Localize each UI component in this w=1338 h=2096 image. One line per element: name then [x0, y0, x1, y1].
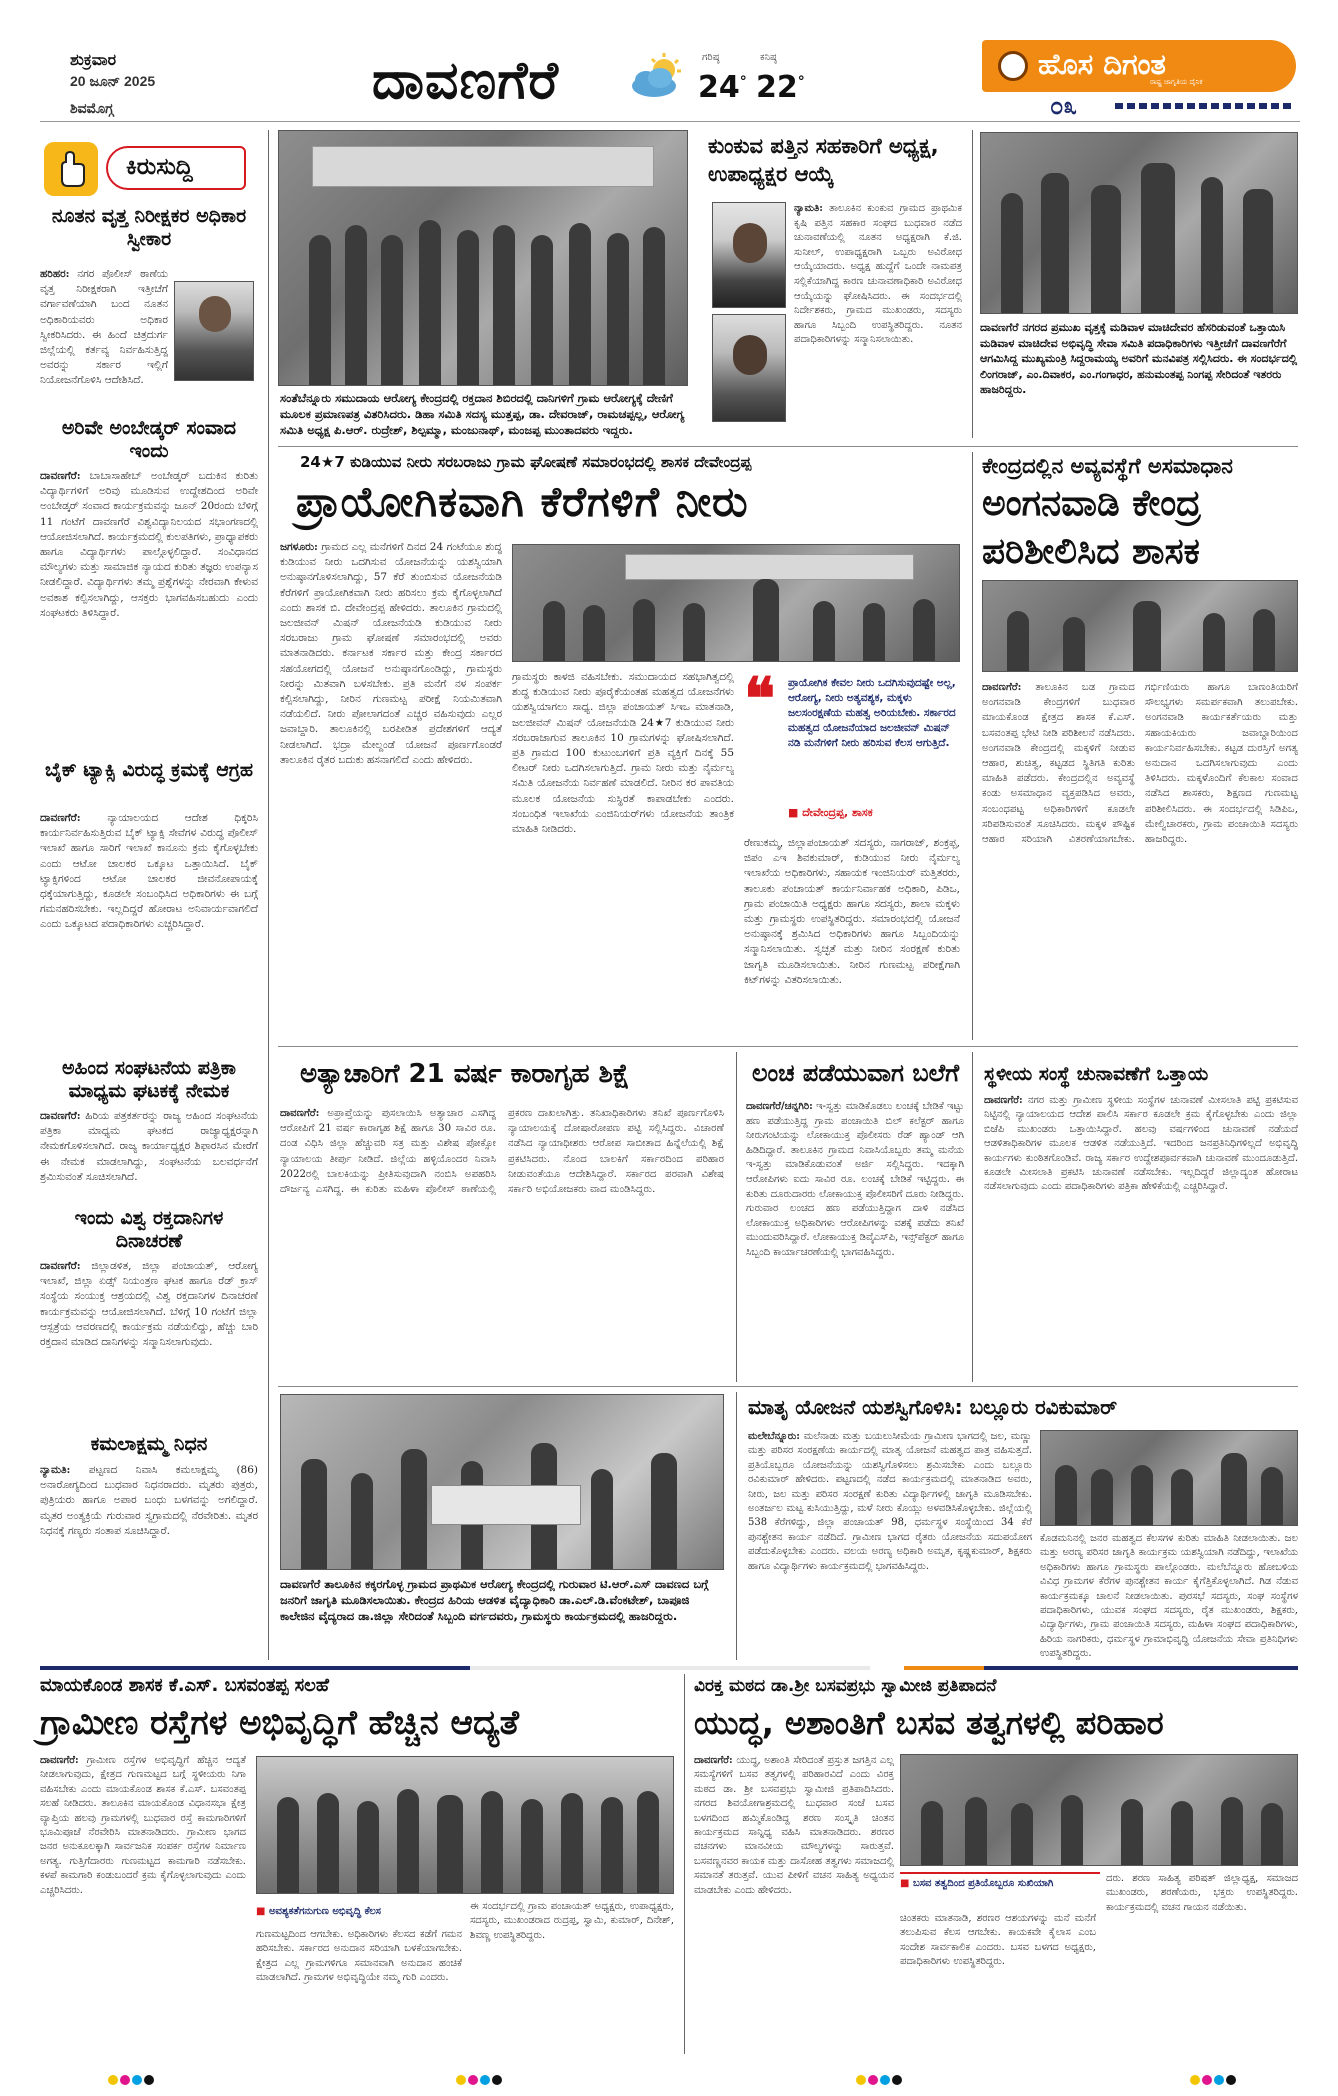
news-photo-inspector	[174, 281, 254, 381]
anganwadi-photo	[982, 580, 1298, 672]
sidebar-column	[40, 205, 258, 1625]
masthead-rule	[1115, 103, 1295, 109]
sidebar-item-title: ಕಮಲಾಕ್ಷಮ್ಮ ನಿಧನ	[90, 1433, 208, 1455]
header-divider	[40, 121, 1300, 122]
main-story-col3: ರೇಣುಕಮ್ಮ, ಜಿಲ್ಲಾಪಂಚಾಯತ್ ಸದಸ್ಯರು, ನಾಗರಾಜ್, ಶಂಕ್ರಪ್ಪ, ಜಿಪಂ ಎಇ ಶಿವಕುಮಾರ್, ಕುಡಿಯುವ ನೀರು ನೈರ್ಮಲ್ಯ ಇಲಾಖೆಯ ಅಧಿಕಾರಿಗಳು, ಸಹಾಯಕ ಇಂಜಿನಿಯರ್ ಮತ್ತಿತರರು, ತಾಲೂಕು ಪಂಚಾಯತ್ ಕಾರ್ಯನಿರ್ವಾಹಕ ಅಧಿಕಾರಿ, ಪಿಡಿಒ, ಗ್ರಾಮ ಪಂಚಾಯಿತಿ ಅಧ್ಯಕ್ಷರು ಹಾಗೂ ಸದಸ್ಯರು, ಶಾಲಾ ಮಕ್ಕಳು ಮತ್ತು ಗ್ರಾಮಸ್ಥರು ಉಪಸ್ಥಿತರಿದ್ದರು. ಸಮಾರಂಭದಲ್ಲಿ ಯೋಜನೆ ಅನುಷ್ಠಾನಕ್ಕೆ ಶ್ರಮಿಸಿದ ಅಧಿಕಾರಿಗಳು ಹಾಗೂ ಸಿಬ್ಬಂದಿಯನ್ನು ಸನ್ಮಾನಿಸಲಾಯಿತು. ಸ್ವಚ್ಛತೆ ಮತ್ತು ನೀರಿನ ಸಂರಕ್ಷಣೆ ಕುರಿತು ಜಾಗೃತಿ ಮೂಡಿಸಲಾಯಿತು. ನೀರಿನ ಗುಣಮಟ್ಟ ಪರೀಕ್ಷೆಗಾಗಿ ಕಿಟ್‌ಗಳನ್ನು ವಿತರಿಸಲಾಯಿತು.	[744, 837, 960, 986]
quote-text: ಪ್ರಾಯೋಗಿಕ ಕೇವಲ ನೀರು ಒದಗಿಸುವುದಷ್ಟೇ ಅಲ್ಲ, ಆರೋಗ್ಯ, ನೀರು ಅತ್ಯವಶ್ಯಕ, ಮಕ್ಕಳು ಜಲಸಂರಕ್ಷಣೆಯ ಮಹತ್ವ ಅರಿಯಬೇಕು. ಸರ್ಕಾರದ ಮಹತ್ವದ ಯೋಜನೆಯಾದ ಜಲಜೀವನ್ ಮಿಷನ್ ನಡಿ ಮನೆಗಳಿಗೆ ನೀರು ಹರಿಸುವ ಕೆಲಸ ಆಗುತ್ತಿದೆ.	[788, 677, 956, 749]
local-body-headline: ಸ್ಥಳೀಯ ಸಂಸ್ಥೆ ಚುನಾವಣೆಗೆ ಒತ್ತಾಯ	[984, 1063, 1209, 1085]
health-centre-caption: ದಾವಣಗೆರೆ ತಾಲೂಕಿನ ಕಕ್ಕರಗೊಳ್ಳ ಗ್ರಾಮದ ಪ್ರಾಥಮಿಕ ಆರೋಗ್ಯ ಕೇಂದ್ರದಲ್ಲಿ ಗುರುವಾರ ಟಿ.ಆರ್.ಎಸ್ ದಾವಣದ ಬಗ್ಗೆ ಜನರಿಗೆ ಜಾಗೃತಿ ಮೂಡಿಸಲಾಯಿತು. ಕೇಂದ್ರದ ಹಿರಿಯ ಆಡಳಿತ ವೈದ್ಯಾಧಿಕಾರಿ ಡಾ.ಎಲ್.ಡಿ.ವೆಂಕಟೇಶ್, ಬಾಪೂಜಿ ಕಾಲೇಜಿನ ವೈದ್ಯರಾದ ಡಾ.ಜಿಲ್ಲಾ ಸೇರಿದಂತೆ ಸಿಬ್ಬಂದಿ ವರ್ಗದವರು, ಗ್ರಾಮಸ್ಥರು ಕಾರ್ಯಕ್ರಮದಲ್ಲಿ ಹಾಜರಿದ್ದರು.	[280, 1577, 709, 1623]
crime-text: ದಾವಣಗೆರೆ: ಅಪ್ರಾಪ್ತೆಯನ್ನು ಪುಸಲಾಯಿಸಿ ಅತ್ಯಾಚಾರ ಎಸಗಿದ್ದ ಆರೋಪಿಗೆ 21 ವರ್ಷ ಕಾರಾಗೃಹ ಶಿಕ್ಷೆ ಹಾಗೂ 30 ಸಾವಿರ ರೂ. ದಂಡ ವಿಧಿಸಿ ಜಿಲ್ಲಾ ಹೆಚ್ಚುವರಿ ಸತ್ರ ಮತ್ತು ವಿಶೇಷ ಪೋಕ್ಸೋ ನ್ಯಾಯಾಲಯ ತೀರ್ಪು ನೀಡಿದೆ. ಜಿಲ್ಲೆಯ ಹಳ್ಳಿಯೊಂದರ ನಿವಾಸಿ 2022ರಲ್ಲಿ ಬಾಲಕಿಯನ್ನು ಪ್ರೀತಿಸುವುದಾಗಿ ನಂಬಿಸಿ ಅಪಹರಿಸಿ ದೌರ್ಜನ್ಯ ಎಸಗಿದ್ದ. ಈ ಕುರಿತು ಮಹಿಳಾ ಪೊಲೀಸ್ ಠಾಣೆಯಲ್ಲಿ ಪ್ರಕರಣ ದಾಖಲಾಗಿತ್ತು. ತನಿಖಾಧಿಕಾರಿಗಳು ತನಿಖೆ ಪೂರ್ಣಗೊಳಿಸಿ ನ್ಯಾಯಾಲಯಕ್ಕೆ ದೋಷಾರೋಪಣ ಪಟ್ಟಿ ಸಲ್ಲಿಸಿದ್ದರು. ವಿಚಾರಣೆ ನಡೆಸಿದ ನ್ಯಾಯಾಧೀಶರು ಆರೋಪ ಸಾಬೀತಾದ ಹಿನ್ನೆಲೆಯಲ್ಲಿ ಶಿಕ್ಷೆ ಪ್ರಕಟಿಸಿದರು. ನೊಂದ ಬಾಲಕಿಗೆ ಸರ್ಕಾರದಿಂದ ಪರಿಹಾರ ನೀಡುವಂತೆಯೂ ಆದೇಶಿಸಿದ್ದಾರೆ. ಸರ್ಕಾರದ ಪರವಾಗಿ ವಿಶೇಷ ಸರ್ಕಾರಿ ಅಭಿಯೋಜಕರು ವಾದ ಮಂಡಿಸಿದ್ದರು.	[280, 1107, 724, 1196]
rural-roads-photo	[256, 1756, 674, 1894]
brand-emblem-icon	[998, 51, 1028, 81]
date-label: 20 ಜೂನ್ 2025	[70, 73, 156, 89]
sidebar-item-title: ಅಹಿಂದ ಸಂಘಟನೆಯ ಪತ್ರಿಕಾ ಮಾಧ್ಯಮ ಘಟಕಕ್ಕೆ ನೇಮಕ	[61, 1057, 237, 1102]
cm-memorandum-photo	[980, 132, 1298, 314]
sidebar-item-text: ಹರಿಹರ: ನಗರ ಪೊಲೀಸ್ ಠಾಣೆಯ ವೃತ್ತ ನಿರೀಕ್ಷಕರಾಗಿ ಇತ್ತೀಚೆಗೆ ವರ್ಗಾವಣೆಯಾಗಿ ಬಂದ ನೂತನ ಅಧಿಕಾರಿಯವರು ಅಧಿಕಾರ ಸ್ವೀಕರಿಸಿದರು. ಈ ಹಿಂದೆ ಚಿತ್ರದುರ್ಗ ಜಿಲ್ಲೆಯಲ್ಲಿ ಕರ್ತವ್ಯ ನಿರ್ವಹಿಸುತ್ತಿದ್ದ ಅವರನ್ನು ಸರ್ಕಾರ ಇಲ್ಲಿಗೆ ನಿಯೋಜನೆಗೊಳಿಸಿ ಆದೇಶಿಸಿದೆ.	[40, 268, 168, 387]
blood-donation-caption: ಸಂತೆಬೆನ್ನೂರು ಸಮುದಾಯ ಆರೋಗ್ಯ ಕೇಂದ್ರದಲ್ಲಿ ರಕ್ತದಾನ ಶಿಬಿರದಲ್ಲಿ ದಾನಿಗಳಿಗೆ ಗ್ರಾಮ ಆರೋಗ್ಯಕ್ಕೆ ದೇಣಿಗೆ ಮೂಲಕ ಪ್ರಮಾಣಪತ್ರ ವಿತರಿಸಿದರು. ಡಿಹಾ ಸಮಿತಿ ಸದಸ್ಯ ಮುತ್ತಪ್ಪ, ಡಾ. ದೇವರಾಜ್, ರಾಮಚಪ್ಪಲ್ಲ, ಆರೋಗ್ಯ ಸಮಿತಿ ಅಧ್ಯಕ್ಷ ಪಿ.ಆರ್. ರುದ್ರೇಶ್, ಶಿಲ್ಪಮ್ಮಾ, ಮಂಜುನಾಥ್, ಮಂಜಪ್ಪ ಮುಂತಾದವರು ಇದ್ದರು.	[280, 391, 685, 437]
water-event-photo	[512, 544, 960, 662]
portrait-face	[733, 223, 767, 263]
main-story-kicker: 24★7 ಕುಡಿಯುವ ನೀರು ಸರಬರಾಜು ಗ್ರಾಮ ಘೋಷಣೆ ಸಮಾರಂಭದಲ್ಲಿ ಶಾಸಕ ದೇವೇಂದ್ರಪ್ಪ	[300, 453, 752, 471]
sidebar-item-title: ಅರಿವೇ ಅಂಬೇಡ್ಕರ್ ಸಂವಾದ ಇಂದು	[61, 417, 237, 462]
scheme-headline: ಮಾತೃ ಯೋಜನೆ ಯಶಸ್ವಿಗೊಳಿಸಿ: ಬಲ್ಲೂರು ರವಿಕುಮಾರ್	[748, 1395, 1118, 1419]
virakta-kicker: ವಿರಕ್ತ ಮಠದ ಡಾ.ಶ್ರೀ ಬಸವಪ್ರಭು ಸ್ವಾಮೀಜಿ ಪ್ರತಿಪಾದನೆ	[694, 1676, 997, 1696]
scheme-col2: ಕೊಡಮನಿನಲ್ಲಿ ಜನರ ಮಹತ್ವದ ಕೆಲಸಗಳ ಕುರಿತು ಮಾಹಿತಿ ನೀಡಲಾಯಿತು. ಜಲ ಮತ್ತು ಅರಣ್ಯ ಪರಿಸರ ಜಾಗೃತಿ ಕಾರ್ಯಕ್ರಮ ಯಶಸ್ವಿಯಾಗಿ ನಡೆದಿದ್ದು, ಇಲಾಖೆಯ ಅಧಿಕಾರಿಗಳು ಹಾಗೂ ಗ್ರಾಮಸ್ಥರು ಪಾಲ್ಗೊಂಡರು. ಮಲೆಬೆನ್ನೂರು ಹೋಬಳಿಯ ವಿವಿಧ ಗ್ರಾಮಗಳ ಕೆರೆಗಳ ಪುನಶ್ಚೇತನ ಕಾರ್ಯ ಕೈಗೆತ್ತಿಕೊಳ್ಳಲಾಗಿದೆ. ಗಿಡ ನೆಡುವ ಕಾರ್ಯಕ್ರಮಕ್ಕೂ ಚಾಲನೆ ನೀಡಲಾಯಿತು. ಪುರಸಭೆ ಸದಸ್ಯರು, ಸಂಘ ಸಂಸ್ಥೆಗಳ ಪದಾಧಿಕಾರಿಗಳು, ಯುವಕ ಸಂಘದ ಸದಸ್ಯರು, ರೈತ ಮುಖಂಡರು, ಶಿಕ್ಷಕರು, ವಿದ್ಯಾರ್ಥಿಗಳು, ಗ್ರಾಮ ಪಂಚಾಯಿತಿ ಸದಸ್ಯರು, ಮಹಿಳಾ ಸಂಘದ ಪದಾಧಿಕಾರಿಗಳು, ಹಿರಿಯ ನಾಗರಿಕರು, ಧರ್ಮಸ್ಥಳ ಗ್ರಾಮಾಭಿವೃದ್ಧಿ ಯೋಜನೆಯ ಸೇವಾ ಪ್ರತಿನಿಧಿಗಳು ಉಪಸ್ಥಿತರಿದ್ದರು.	[1040, 1533, 1298, 1660]
min-temp-value: 22°	[756, 70, 805, 105]
main-story-headline: ಪ್ರಾಯೋಗಿಕವಾಗಿ ಕೆರೆಗಳಿಗೆ ನೀರು	[296, 477, 749, 526]
sidebar-item-title: ಇಂದು ವಿಶ್ವ ರಕ್ತದಾನಿಗಳ ದಿನಾಚರಣೆ	[74, 1207, 224, 1252]
column-divider	[972, 1052, 973, 1382]
sidebar-item-text: ನ್ಯಾಮತಿ: ಪಟ್ಟಣದ ನಿವಾಸಿ ಕಮಲಾಕ್ಷಮ್ಮ (86) ಅನಾರೋಗ್ಯದಿಂದ ಬುಧವಾರ ನಿಧನರಾದರು. ಮೃತರು ಪುತ್ರರು, ಪುತ್ರಿಯರು ಹಾಗೂ ಅಪಾರ ಬಂಧು ಬಳಗವನ್ನು ಅಗಲಿದ್ದಾರೆ. ಮೃತರ ಅಂತ್ಯಕ್ರಿಯೆ ಗುರುವಾರ ಸ್ವಗ್ರಾಮದಲ್ಲಿ ನೆರವೇರಿತು. ಮೃತರ ನಿಧನಕ್ಕೆ ಗಣ್ಯರು ಸಂತಾಪ ಸೂಚಿಸಿದ್ದಾರೆ.	[40, 1464, 258, 1537]
max-temp-value: 24°	[698, 70, 747, 105]
president-portrait	[712, 202, 786, 308]
anganwadi-text: ದಾವಣಗೆರೆ: ತಾಲೂಕಿನ ಬಡ ಗ್ರಾಮದ ಅಂಗನವಾಡಿ ಕೇಂದ್ರಗಳಿಗೆ ಬುಧವಾರ ಮಾಯಕೊಂಡ ಕ್ಷೇತ್ರದ ಶಾಸಕ ಕೆ.ಎಸ್. ಬಸವಂತಪ್ಪ ಭೇಟಿ ನೀಡಿ ಪರಿಶೀಲನೆ ನಡೆಸಿದರು. ಅಂಗನವಾಡಿ ಕೇಂದ್ರದಲ್ಲಿ ಮಕ್ಕಳಿಗೆ ನೀಡುವ ಆಹಾರ, ಶುಚಿತ್ವ, ಕಟ್ಟಡದ ಸ್ಥಿತಿಗತಿ ಕುರಿತು ಮಾಹಿತಿ ಪಡೆದರು. ಕೇಂದ್ರದಲ್ಲಿನ ಅವ್ಯವಸ್ಥೆ ಕಂಡು ಅಸಮಾಧಾನ ವ್ಯಕ್ತಪಡಿಸಿದ ಅವರು, ಸಂಬಂಧಪಟ್ಟ ಅಧಿಕಾರಿಗಳಿಗೆ ಕೂಡಲೇ ಸರಿಪಡಿಸುವಂತೆ ಸೂಚಿಸಿದರು. ಮಕ್ಕಳ ಪೌಷ್ಟಿಕ ಆಹಾರ ಸರಿಯಾಗಿ ವಿತರಣೆಯಾಗಬೇಕು. ಗರ್ಭಿಣಿಯರು ಹಾಗೂ ಬಾಣಂತಿಯರಿಗೆ ಸೌಲಭ್ಯಗಳು ಸಮರ್ಪಕವಾಗಿ ತಲುಪಬೇಕು. ಅಂಗನವಾಡಿ ಕಾರ್ಯಕರ್ತೆಯರು ಮತ್ತು ಸಹಾಯಕಿಯರು ಜವಾಬ್ದಾರಿಯಿಂದ ಕಾರ್ಯನಿರ್ವಹಿಸಬೇಕು. ಕಟ್ಟಡ ದುರಸ್ತಿಗೆ ಅಗತ್ಯ ಅನುದಾನ ಒದಗಿಸಲಾಗುವುದು ಎಂದು ತಿಳಿಸಿದರು. ಮಕ್ಕಳೊಂದಿಗೆ ಕೆಲಕಾಲ ಸಂವಾದ ನಡೆಸಿದ ಶಾಸಕರು, ಶಿಕ್ಷಣದ ಗುಣಮಟ್ಟ ಪರಿಶೀಲಿಸಿದರು. ಈ ಸಂದರ್ಭದಲ್ಲಿ ಸಿಡಿಪಿಒ, ಮೇಲ್ವಿಚಾರಕರು, ಗ್ರಾಮ ಪಂಚಾಯಿತಿ ಸದಸ್ಯರು ಹಾಜರಿದ್ದರು.	[982, 681, 1298, 846]
cm-memorandum-caption: ದಾವಣಗೆರೆ ನಗರದ ಪ್ರಮುಖ ವೃತ್ತಕ್ಕೆ ಮಡಿವಾಳ ಮಾಚಿದೇವರ ಹೆಸರಿಡುವಂತೆ ಒತ್ತಾಯಿಸಿ ಮಡಿವಾಳ ಮಾಚಿದೇವ ಅಭಿವೃದ್ಧಿ ಸೇವಾ ಸಮಿತಿ ಪದಾಧಿಕಾರಿಗಳು ಇತ್ತೀಚೆಗೆ ದಾವಣಗೆರೆಗೆ ಆಗಮಿಸಿದ್ದ ಮುಖ್ಯಮಂತ್ರಿ ಸಿದ್ದರಾಮಯ್ಯ ಅವರಿಗೆ ಮನವಿಪತ್ರ ಸಲ್ಲಿಸಿದರು. ಈ ಸಂದರ್ಭದಲ್ಲಿ ಲಿಂಗರಾಜ್, ಎಂ.ದಿವಾಕರ, ಎಂ.ಗಂಗಾಧರ, ಹನುಮಂತಪ್ಪ ನಿಂಗಪ್ಪ ಸೇರಿದಂತೆ ಇತರರು ಹಾಜರಿದ್ದರು.	[980, 321, 1298, 396]
scheme-text: ಮಲೇಬೆನ್ನೂರು: ಮಲೆನಾಡು ಮತ್ತು ಬಯಲುಸೀಮೆಯ ಗ್ರಾಮೀಣ ಭಾಗದಲ್ಲಿ ಜಲ, ಮಣ್ಣು ಮತ್ತು ಪರಿಸರ ಸಂರಕ್ಷಣೆಯ ಕಾರ್ಯದಲ್ಲಿ ಮಾತೃ ಯೋಜನೆ ಮಹತ್ವದ ಪಾತ್ರ ವಹಿಸುತ್ತದೆ. ಪ್ರತಿಯೊಬ್ಬರೂ ಯೋಜನೆಯನ್ನು ಯಶಸ್ವಿಗೊಳಿಸಲು ಶ್ರಮಿಸಬೇಕು ಎಂದು ಬಲ್ಲೂರು ರವಿಕುಮಾರ್ ಹೇಳಿದರು. ಪಟ್ಟಣದಲ್ಲಿ ನಡೆದ ಕಾರ್ಯಕ್ರಮದಲ್ಲಿ ಮಾತನಾಡಿದ ಅವರು, ನೀರು, ಜಲ ಮತ್ತು ಪರಿಸರ ಸಂರಕ್ಷಣೆ ಕುರಿತು ವಿದ್ಯಾರ್ಥಿಗಳಲ್ಲಿ ಜಾಗೃತಿ ಮೂಡಿಸಬೇಕು. ಅಂತರ್ಜಲ ಮಟ್ಟ ಕುಸಿಯುತ್ತಿದ್ದು, ಮಳೆ ನೀರು ಕೊಯ್ಲು ಅಳವಡಿಸಿಕೊಳ್ಳಬೇಕು. ಜಿಲ್ಲೆಯಲ್ಲಿ 538 ಕೆರೆಗಳಿದ್ದು, ಜಿಲ್ಲಾ ಪಂಚಾಯತ್ 98, ಧರ್ಮಸ್ಥಳ ಸಂಸ್ಥೆಯಿಂದ 34 ಕೆರೆ ಪುನಶ್ಚೇತನ ಕಾರ್ಯ ನಡೆದಿದೆ. ಗ್ರಾಮೀಣ ಭಾಗದ ರೈತರು ಯೋಜನೆಯ ಸದುಪಯೋಗ ಪಡೆದುಕೊಳ್ಳಬೇಕು ಎಂದರು. ವಲಯ ಅರಣ್ಯ ಅಧಿಕಾರಿ ಅಮೃತ, ಕೃಷ್ಣಕುಮಾರ್, ಶಿಕ್ಷಕರು ಹಾಗೂ ವಿದ್ಯಾರ್ಥಿಗಳು ಕಾರ್ಯಕ್ರಮದಲ್ಲಿ ಭಾಗವಹಿಸಿದ್ದರು.	[748, 1431, 1032, 1572]
print-registration-marks	[456, 2070, 504, 2089]
section-divider	[278, 1386, 1298, 1387]
city-title: ದಾವಣಗೆರೆ	[372, 51, 560, 111]
virakta-text: ದಾವಣಗೆರೆ: ಯುದ್ಧ, ಅಶಾಂತಿ ಸೇರಿದಂತೆ ಪ್ರಸ್ತುತ ಜಗತ್ತಿನ ಎಲ್ಲ ಸಮಸ್ಯೆಗಳಿಗೆ ಬಸವ ತತ್ವಗಳಲ್ಲಿ ಪರಿಹಾರವಿದೆ ಎಂದು ವಿರಕ್ತ ಮಠದ ಡಾ. ಶ್ರೀ ಬಸವಪ್ರಭು ಸ್ವಾಮೀಜಿ ಪ್ರತಿಪಾದಿಸಿದರು. ನಗರದ ಶಿವಯೋಗಾಶ್ರಮದಲ್ಲಿ ಬುಧವಾರ ಸಂಜೆ ಬಸವ ಬಳಗದಿಂದ ಹಮ್ಮಿಕೊಂಡಿದ್ದ ಶರಣ ಸಂಸ್ಕೃತಿ ಚಿಂತನ ಕಾರ್ಯಕ್ರಮದ ಸಾನ್ನಿಧ್ಯ ವಹಿಸಿ ಮಾತನಾಡಿದರು. ಶರಣರ ವಚನಗಳು ಮಾನವೀಯ ಮೌಲ್ಯಗಳನ್ನು ಸಾರುತ್ತವೆ. ಬಸವಣ್ಣನವರ ಕಾಯಕ ಮತ್ತು ದಾಸೋಹ ತತ್ವಗಳು ಸಮಾಜದಲ್ಲಿ ಸಮಾನತೆ ತರುತ್ತವೆ. ಯುವ ಪೀಳಿಗೆ ವಚನ ಸಾಹಿತ್ಯ ಅಧ್ಯಯನ ಮಾಡಬೇಕು ಎಂದು ಹೇಳಿದರು.	[694, 1755, 894, 1896]
blood-donation-photo	[278, 130, 688, 386]
district-label: ಶಿವಮೊಗ್ಗ	[70, 100, 114, 116]
page-number: ೦೩	[1050, 92, 1077, 120]
virakta-quote: ■ ಬಸವ ತತ್ವದಿಂದ ಪ್ರತಿಯೊಬ್ಬರೂ ಸುಖಿಯಾಗಿ	[900, 1872, 1100, 1906]
scheme-event-photo	[1040, 1430, 1298, 1526]
min-temp-label: ಕನಿಷ್ಠ	[760, 52, 777, 63]
column-divider	[972, 452, 973, 1040]
local-body-text: ದಾವಣಗೆರೆ: ನಗರ ಮತ್ತು ಗ್ರಾಮೀಣ ಸ್ಥಳೀಯ ಸಂಸ್ಥೆಗಳ ಚುನಾವಣೆ ಮೀಸಲಾತಿ ಪಟ್ಟಿ ಪ್ರಕಟಿಸುವ ನಿಟ್ಟಿನಲ್ಲಿ ನ್ಯಾಯಾಲಯದ ಆದೇಶ ಪಾಲಿಸಿ ಸರ್ಕಾರ ಕೂಡಲೇ ಕ್ರಮ ಕೈಗೊಳ್ಳಬೇಕು ಎಂದು ಜಿಲ್ಲಾ ಬಿಜೆಪಿ ಮುಖಂಡರು ಒತ್ತಾಯಿಸಿದ್ದಾರೆ. ಹಲವು ವರ್ಷಗಳಿಂದ ಚುನಾವಣೆ ನಡೆಯದೆ ಆಡಳಿತಾಧಿಕಾರಿಗಳ ಮೂಲಕ ಆಡಳಿತ ನಡೆಯುತ್ತಿದೆ. ಇದರಿಂದ ಜನಪ್ರತಿನಿಧಿಗಳಿಲ್ಲದೆ ಅಭಿವೃದ್ಧಿ ಕಾರ್ಯಗಳು ಕುಂಠಿತಗೊಂಡಿವೆ. ರಾಜ್ಯ ಸರ್ಕಾರ ಉದ್ದೇಶಪೂರ್ವಕವಾಗಿ ಚುನಾವಣೆ ಮುಂದೂಡುತ್ತಿದೆ. ಕೂಡಲೇ ಮೀಸಲಾತಿ ಪ್ರಕಟಿಸಿ ಚುನಾವಣೆ ನಡೆಸಬೇಕು. ಇಲ್ಲದಿದ್ದರೆ ಜಿಲ್ಲಾದ್ಯಂತ ಹೋರಾಟ ನಡೆಸಲಾಗುವುದು ಎಂದು ಪದಾಧಿಕಾರಿಗಳು ಪತ್ರಿಕಾ ಹೇಳಿಕೆಯಲ್ಲಿ ಎಚ್ಚರಿಸಿದ್ದಾರೆ.	[984, 1095, 1298, 1193]
portrait-face	[199, 296, 231, 332]
section-divider	[278, 1046, 1298, 1047]
brand-name: ಹೊಸ ದಿಗಂತ	[1038, 47, 1166, 81]
column-divider	[684, 1674, 685, 2054]
sidebar-item-text: ದಾವಣಗೆರೆ: ಹಿರಿಯ ಪತ್ರಕರ್ತರನ್ನು ರಾಜ್ಯ ಅಹಿಂದ ಸಂಘಟನೆಯ ಪತ್ರಿಕಾ ಮಾಧ್ಯಮ ಘಟಕದ ರಾಜ್ಯಾಧ್ಯಕ್ಷರನ್ನಾಗಿ ನೇಮಕಗೊಳಿಸಲಾಗಿದೆ. ರಾಜ್ಯ ಕಾರ್ಯಾಧ್ಯಕ್ಷರ ಶಿಫಾರಸಿನ ಮೇರೆಗೆ ಈ ನೇಮಕ ಮಾಡಲಾಗಿದ್ದು, ಸಂಘಟನೆಯ ಬಲವರ್ಧನೆಗೆ ಶ್ರಮಿಸುವಂತೆ ಸೂಚಿಸಲಾಗಿದೆ.	[40, 1110, 258, 1183]
bribe-text: ದಾವಣಗೆರೆ/ಚನ್ನಗಿರಿ: ಇ-ಸ್ವತ್ತು ಮಾಡಿಕೊಡಲು ಲಂಚಕ್ಕೆ ಬೇಡಿಕೆ ಇಟ್ಟು ಹಣ ಪಡೆಯುತ್ತಿದ್ದ ಗ್ರಾಮ ಪಂಚಾಯಿತಿ ಬಿಲ್ ಕಲೆಕ್ಟರ್ ಹಾಗೂ ನೀರುಗಂಟಿಯನ್ನು ಲೋಕಾಯುಕ್ತ ಪೊಲೀಸರು ರೆಡ್ ಹ್ಯಾಂಡ್ ಆಗಿ ಹಿಡಿದಿದ್ದಾರೆ. ತಾಲೂಕಿನ ಗ್ರಾಮದ ನಿವಾಸಿಯೊಬ್ಬರು ತಮ್ಮ ಮನೆಯ ಇ-ಸ್ವತ್ತು ಮಾಡಿಕೊಡುವಂತೆ ಅರ್ಜಿ ಸಲ್ಲಿಸಿದ್ದರು. ಇದಕ್ಕಾಗಿ ಆರೋಪಿಗಳು ಐದು ಸಾವಿರ ರೂ. ಲಂಚಕ್ಕೆ ಬೇಡಿಕೆ ಇಟ್ಟಿದ್ದರು. ಈ ಕುರಿತು ದೂರುದಾರರು ಲೋಕಾಯುಕ್ತ ಪೊಲೀಸರಿಗೆ ದೂರು ನೀಡಿದ್ದರು. ಗುರುವಾರ ಲಂಚದ ಹಣ ಪಡೆಯುತ್ತಿದ್ದಾಗ ದಾಳಿ ನಡೆಸಿದ ಲೋಕಾಯುಕ್ತ ಅಧಿಕಾರಿಗಳು ಆರೋಪಿಗಳನ್ನು ವಶಕ್ಕೆ ಪಡೆದು ತನಿಖೆ ಮುಂದುವರಿಸಿದ್ದಾರೆ. ಲೋಕಾಯುಕ್ತ ಡಿವೈಎಸ್‌ಪಿ, ಇನ್ಸ್‌ಪೆಕ್ಟರ್ ಹಾಗೂ ಸಿಬ್ಬಂದಿ ಕಾರ್ಯಾಚರಣೆಯಲ್ಲಿ ಭಾಗವಹಿಸಿದ್ದರು.	[746, 1101, 964, 1258]
quote-bullet-icon: ■	[256, 1906, 266, 1917]
anganwadi-headline: ಅಂಗನವಾಡಿ ಕೇಂದ್ರ ಪರಿಶೀಲಿಸಿದ ಶಾಸಕ	[982, 483, 1201, 572]
portrait-face	[733, 335, 767, 375]
sidebar-section-label	[40, 140, 250, 198]
sidebar-item-title: ನೂತನ ವೃತ್ತ ನಿರೀಕ್ಷಕರ ಅಧಿಕಾರ ಸ್ವೀಕಾರ	[51, 205, 247, 250]
quote-bullet-icon: ■	[900, 1878, 910, 1889]
day-label: ಶುಕ್ರವಾರ	[70, 52, 117, 69]
crime-headline: ಅತ್ಯಾಚಾರಿಗೆ 21 ವರ್ಷ ಕಾರಾಗೃಹ ಶಿಕ್ಷೆ	[300, 1059, 630, 1089]
table-display	[431, 1485, 581, 1525]
sidebar-divider	[268, 130, 269, 1660]
virakta-col2: ಚಿಂತಕರು ಮಾತನಾಡಿ, ಶರಣರ ಆಶಯಗಳನ್ನು ಮನೆ ಮನೆಗೆ ತಲುಪಿಸುವ ಕೆಲಸ ಆಗಬೇಕು. ಕಾಯಕವೇ ಕೈಲಾಸ ಎಂಬ ಸಂದೇಶ ಸಾರ್ವಕಾಲಿಕ ಎಂದರು. ಬಸವ ಬಳಗದ ಅಧ್ಯಕ್ಷರು, ಪದಾಧಿಕಾರಿಗಳು ಉಪಸ್ಥಿತರಿದ್ದರು.	[900, 1913, 1096, 1968]
anganwadi-kicker: ಕೇಂದ್ರದಲ್ಲಿನ ಅವ್ಯವಸ್ಥೆಗೆ ಅಸಮಾಧಾನ	[982, 454, 1233, 478]
column-divider	[736, 1052, 737, 1382]
sidebar-item-text: ದಾವಣಗೆರೆ: ನ್ಯಾಯಾಲಯದ ಆದೇಶ ಧಿಕ್ಕರಿಸಿ ಕಾರ್ಯನಿರ್ವಹಿಸುತ್ತಿರುವ ಬೈಕ್ ಟ್ಯಾಕ್ಸಿ ಸೇವೆಗಳ ವಿರುದ್ಧ ಪೊಲೀಸ್ ಇಲಾಖೆ ಹಾಗೂ ಸಾರಿಗೆ ಇಲಾಖೆ ಕಾನೂನು ಕ್ರಮ ಕೈಗೊಳ್ಳಬೇಕು ಎಂದು ಆಟೋ ಚಾಲಕರ ಒಕ್ಕೂಟ ಒತ್ತಾಯಿಸಿದೆ. ಬೈಕ್ ಟ್ಯಾಕ್ಸಿಗಳಿಂದ ಆಟೋ ಚಾಲಕರ ಜೀವನೋಪಾಯಕ್ಕೆ ಧಕ್ಕೆಯಾಗುತ್ತಿದ್ದು, ಕೂಡಲೇ ಸಂಬಂಧಿಸಿದ ಅಧಿಕಾರಿಗಳು ಈ ಬಗ್ಗೆ ಗಮನಹರಿಸಬೇಕು. ಇಲ್ಲದಿದ್ದರೆ ಹೋರಾಟ ಅನಿವಾರ್ಯವಾಗಲಿದೆ ಎಂದು ಒಕ್ಕೂಟದ ಪದಾಧಿಕಾರಿಗಳು ಎಚ್ಚರಿಸಿದ್ದಾರೆ.	[40, 812, 258, 931]
rural-roads-kicker: ಮಾಯಕೊಂಡ ಶಾಸಕ ಕೆ.ಎಸ್. ಬಸವಂತಪ್ಪ ಸಲಹೆ	[40, 1675, 330, 1696]
rural-roads-quote: ■ ಅವಶ್ಯಕತೆಗನುಗುಣ ಅಭಿವೃದ್ಧಿ ಕೆಲಸ	[256, 1906, 381, 1917]
section-color-band	[40, 1666, 1298, 1670]
kiru-hand-icon	[44, 142, 98, 196]
rural-roads-col2: ಗುಣಮಟ್ಟದಿಂದ ಆಗಬೇಕು. ಅಧಿಕಾರಿಗಳು ಕೆಲಸದ ಕಡೆಗೆ ಗಮನ ಹರಿಸಬೇಕು. ಸರ್ಕಾರದ ಅನುದಾನ ಸರಿಯಾಗಿ ಬಳಕೆಯಾಗಬೇಕು. ಕ್ಷೇತ್ರದ ಎಲ್ಲ ಗ್ರಾಮಗಳಿಗೂ ಸಮಾನವಾಗಿ ಅನುದಾನ ಹಂಚಿಕೆ ಮಾಡಲಾಗಿದೆ. ಗ್ರಾಮಗಳ ಅಭಿವೃದ್ಧಿಯೇ ನಮ್ಮ ಗುರಿ ಎಂದರು.	[256, 1929, 462, 1984]
sidebar-item-text: ದಾವಣಗೆರೆ: ಬಾಬಾಸಾಹೇಬ್ ಅಂಬೇಡ್ಕರ್ ಬದುಕಿನ ಕುರಿತು ವಿದ್ಯಾರ್ಥಿಗಳಿಗೆ ಅರಿವು ಮೂಡಿಸುವ ಉದ್ದೇಶದಿಂದ ಅರಿವೇ ಅಂಬೇಡ್ಕರ್ ಸಂವಾದ ಕಾರ್ಯಕ್ರಮವನ್ನು ಜೂನ್ 20ರಂದು ಬೆಳಿಗ್ಗೆ 11 ಗಂಟೆಗೆ ದಾವಣಗೆರೆ ವಿಶ್ವವಿದ್ಯಾನಿಲಯದ ಸಭಾಂಗಣದಲ್ಲಿ ಆಯೋಜಿಸಲಾಗಿದೆ. ಕಾರ್ಯಕ್ರಮದಲ್ಲಿ ಕುಲಪತಿಗಳು, ಪ್ರಾಧ್ಯಾಪಕರು ಹಾಗೂ ವಿದ್ಯಾರ್ಥಿಗಳು ಪಾಲ್ಗೊಳ್ಳಲಿದ್ದಾರೆ. ಸಂವಿಧಾನದ ಮೌಲ್ಯಗಳು ಮತ್ತು ಸಾಮಾಜಿಕ ನ್ಯಾಯದ ಕುರಿತು ತಜ್ಞರು ಉಪನ್ಯಾಸ ನೀಡಲಿದ್ದಾರೆ. ವಿದ್ಯಾರ್ಥಿಗಳು ತಮ್ಮ ಪ್ರಶ್ನೆಗಳನ್ನು ನೇರವಾಗಿ ಕೇಳುವ ಅವಕಾಶ ಕಲ್ಪಿಸಲಾಗಿದ್ದು, ಆಸಕ್ತರು ಭಾಗವಹಿಸಬಹುದು ಎಂದು ಸಂಘಟಕರು ತಿಳಿಸಿದ್ದಾರೆ.	[40, 470, 258, 619]
print-registration-marks	[856, 2070, 904, 2089]
mla-quote	[744, 665, 960, 828]
column-divider	[972, 130, 973, 438]
rural-roads-col3: ಈ ಸಂದರ್ಭದಲ್ಲಿ ಗ್ರಾಮ ಪಂಚಾಯತ್ ಅಧ್ಯಕ್ಷರು, ಉಪಾಧ್ಯಕ್ಷರು, ಸದಸ್ಯರು, ಮುಖಂಡರಾದ ರುದ್ರಪ್ಪ, ಸ್ವಾಮಿ, ಕುಮಾರ್, ದಿನೇಶ್, ಶಿವಣ್ಣ ಉಪಸ್ಥಿತರಿದ್ದರು.	[470, 1901, 674, 1941]
masthead	[0, 0, 1338, 120]
main-story-col1: ಜಗಳೂರು: ಗ್ರಾಮದ ಎಲ್ಲ ಮನೆಗಳಿಗೆ ದಿನದ 24 ಗಂಟೆಯೂ ಶುದ್ಧ ಕುಡಿಯುವ ನೀರು ಒದಗಿಸುವ ಯೋಜನೆಯನ್ನು ಯಶಸ್ವಿಯಾಗಿ ಅನುಷ್ಠಾನಗೊಳಿಸಲಾಗಿದ್ದು, 57 ಕೆರೆ ತುಂಬಿಸುವ ಯೋಜನೆಯಡಿ ಕೆರೆಗಳಿಗೆ ಪ್ರಾಯೋಗಿಕವಾಗಿ ನೀರು ಹರಿಸಲು ಕ್ರಮ ಕೈಗೊಳ್ಳಲಾಗಿದೆ ಎಂದು ಶಾಸಕ ಬಿ. ದೇವೇಂದ್ರಪ್ಪ ಹೇಳಿದರು. ತಾಲೂಕಿನ ಗ್ರಾಮದಲ್ಲಿ ಜಲಜೀವನ್ ಮಿಷನ್ ಯೋಜನೆಯಡಿ ಕುಡಿಯುವ ನೀರು ಸರಬರಾಜು ಗ್ರಾಮ ಘೋಷಣೆ ಸಮಾರಂಭದಲ್ಲಿ ಅವರು ಮಾತನಾಡಿದರು. ಕರ್ನಾಟಕ ಸರ್ಕಾರ ಮತ್ತು ಕೇಂದ್ರ ಸರ್ಕಾರದ ಸಹಯೋಗದಲ್ಲಿ ಯೋಜನೆ ಅನುಷ್ಠಾನಗೊಂಡಿದ್ದು, ಗ್ರಾಮಸ್ಥರು ನೀರನ್ನು ಮಿತವಾಗಿ ಬಳಸಬೇಕು. ಪ್ರತಿ ಮನೆಗೆ ನಳ ಸಂಪರ್ಕ ಕಲ್ಪಿಸಲಾಗಿದ್ದು, ನೀರಿನ ಗುಣಮಟ್ಟ ಪರೀಕ್ಷೆ ನಿಯಮಿತವಾಗಿ ನಡೆಯಲಿದೆ. ನೀರು ಪೋಲಾಗದಂತೆ ಎಚ್ಚರ ವಹಿಸುವುದು ಎಲ್ಲರ ಜವಾಬ್ದಾರಿ. ತಾಲೂಕಿನಲ್ಲಿ ಬರಪೀಡಿತ ಪ್ರದೇಶಗಳಿಗೆ ಆದ್ಯತೆ ನೀಡಲಾಗಿದೆ. ಭದ್ರಾ ಮೇಲ್ದಂಡೆ ಯೋಜನೆ ಪೂರ್ಣಗೊಂಡರೆ ತಾಲೂಕಿನ ರೈತರ ಬದುಕು ಹಸನಾಗಲಿದೆ ಎಂದು ಹೇಳಿದರು.	[280, 541, 502, 766]
brand-tagline: ರಾಷ್ಟ್ರ ಜಾಗೃತಿಯ ದೈನಿಕ	[1150, 78, 1203, 86]
quote-mark-icon: ❝	[744, 665, 776, 733]
kiru-label: ಕಿರುಸುದ್ದಿ	[126, 154, 193, 180]
quote-author: ■ ದೇವೇಂದ್ರಪ್ಪ, ಶಾಸಕ	[788, 806, 873, 819]
brand-logo	[982, 40, 1296, 92]
vice-president-portrait	[712, 314, 786, 422]
cooperative-headline: ಕುಂಕುವ ಪತ್ತಿನ ಸಹಕಾರಿಗೆ ಅಧ್ಯಕ್ಷ, ಉಪಾಧ್ಯಕ್ಷರ ಆಯ್ಕೆ	[708, 134, 939, 186]
rural-roads-headline: ಗ್ರಾಮೀಣ ರಸ್ತೆಗಳ ಅಭಿವೃದ್ಧಿಗೆ ಹೆಚ್ಚಿನ ಆದ್ಯತೆ	[40, 1703, 520, 1743]
sidebar-item-text: ದಾವಣಗೆರೆ: ಜಿಲ್ಲಾಡಳಿತ, ಜಿಲ್ಲಾ ಪಂಚಾಯತ್, ಆರೋಗ್ಯ ಇಲಾಖೆ, ಜಿಲ್ಲಾ ಏಡ್ಸ್ ನಿಯಂತ್ರಣ ಘಟಕ ಹಾಗೂ ರೆಡ್ ಕ್ರಾಸ್ ಸಂಸ್ಥೆಯ ಸಂಯುಕ್ತ ಆಶ್ರಯದಲ್ಲಿ ವಿಶ್ವ ರಕ್ತದಾನಿಗಳ ದಿನಾಚರಣೆ ಕಾರ್ಯಕ್ರಮವನ್ನು ಆಯೋಜಿಸಲಾಗಿದೆ. ಬೆಳಿಗ್ಗೆ 10 ಗಂಟೆಗೆ ಜಿಲ್ಲಾ ಆಸ್ಪತ್ರೆಯ ಆವರಣದಲ್ಲಿ ಕಾರ್ಯಕ್ರಮ ನಡೆಯಲಿದ್ದು, ಹೆಚ್ಚು ಬಾರಿ ರಕ್ತದಾನ ಮಾಡಿದ ದಾನಿಗಳನ್ನು ಸನ್ಮಾನಿಸಲಾಗುವುದು.	[40, 1260, 258, 1349]
main-story-col2: ಗ್ರಾಮಸ್ಥರು ಕಾಳಜಿ ವಹಿಸಬೇಕು. ಸಮುದಾಯದ ಸಹಭಾಗಿತ್ವದಲ್ಲಿ ಶುದ್ಧ ಕುಡಿಯುವ ನೀರು ಪೂರೈಕೆಯಂತಹ ಮಹತ್ವದ ಯೋಜನೆಗಳು ಯಶಸ್ವಿಯಾಗಲು ಸಾಧ್ಯ. ಜಿಲ್ಲಾ ಪಂಚಾಯತ್ ಸಿಇಒ ಮಾತನಾಡಿ, ಜಲಜೀವನ್ ಮಿಷನ್ ಯೋಜನೆಯಡಿ 24★7 ಕುಡಿಯುವ ನೀರು ಸರಬರಾಜಾಗುವ ತಾಲೂಕಿನ 10 ಗ್ರಾಮಗಳನ್ನು ಘೋಷಿಸಲಾಗಿದೆ. ಪ್ರತಿ ಗ್ರಾಮದ 100 ಕುಟುಂಬಗಳಿಗೆ ಪ್ರತಿ ವ್ಯಕ್ತಿಗೆ ದಿನಕ್ಕೆ 55 ಲೀಟರ್ ನೀರು ಒದಗಿಸಲಾಗುತ್ತಿದೆ. ಗ್ರಾಮ ನೀರು ಮತ್ತು ನೈರ್ಮಲ್ಯ ಸಮಿತಿ ಯೋಜನೆಯ ನಿರ್ವಹಣೆ ಮಾಡಲಿದೆ. ನೀರಿನ ಕರ ಪಾವತಿಯ ಮೂಲಕ ಯೋಜನೆಯ ಸುಸ್ಥಿರತೆ ಕಾಪಾಡಬೇಕು ಎಂದರು. ಸಂಬಂಧಿತ ಇಲಾಖೆಯ ಎಂಜಿನಿಯರ್‌ಗಳು ಯೋಜನೆಯ ತಾಂತ್ರಿಕ ಮಾಹಿತಿ ನೀಡಿದರು.	[512, 671, 734, 836]
print-registration-marks	[1190, 2070, 1238, 2089]
health-centre-photo	[280, 1394, 724, 1570]
kiru-label-box	[106, 146, 246, 190]
section-divider	[278, 446, 1298, 447]
max-temp-label: ಗರಿಷ್ಠ	[702, 52, 720, 63]
print-registration-marks	[108, 2070, 156, 2089]
column-divider	[736, 1392, 737, 1660]
weather-partly-cloudy-icon	[628, 52, 688, 102]
sidebar-item-title: ಬೈಕ್ ಟ್ಯಾಕ್ಸಿ ವಿರುದ್ಧ ಕ್ರಮಕ್ಕೆ ಆಗ್ರಹ	[44, 759, 254, 781]
virakta-headline: ಯುದ್ಧ, ಅಶಾಂತಿಗೆ ಬಸವ ತತ್ವಗಳಲ್ಲಿ ಪರಿಹಾರ	[694, 1704, 1164, 1742]
virakta-col3: ದರು. ಶರಣ ಸಾಹಿತ್ಯ ಪರಿಷತ್ ಜಿಲ್ಲಾಧ್ಯಕ್ಷ, ಸಮಾಜದ ಮುಖಂಡರು, ಶರಣೆಯರು, ಭಕ್ತರು ಉಪಸ್ಥಿತರಿದ್ದರು. ಕಾರ್ಯಕ್ರಮದಲ್ಲಿ ವಚನ ಗಾಯನ ನಡೆಯಿತು.	[1106, 1873, 1298, 1913]
cooperative-text: ನ್ಯಾಮತಿ: ತಾಲೂಕಿನ ಕುಂಕುವ ಗ್ರಾಮದ ಪ್ರಾಥಮಿಕ ಕೃಷಿ ಪತ್ತಿನ ಸಹಕಾರ ಸಂಘದ ಬುಧವಾರ ನಡೆದ ಚುನಾವಣೆಯಲ್ಲಿ ನೂತನ ಅಧ್ಯಕ್ಷರಾಗಿ ಕೆ.ಜಿ. ಸುನೀಲ್, ಉಪಾಧ್ಯಕ್ಷರಾಗಿ ಒಬ್ಬರು ಅವಿರೋಧ ಆಯ್ಕೆಯಾದರು. ಅಧ್ಯಕ್ಷ ಹುದ್ದೆಗೆ ಒಂದೇ ನಾಮಪತ್ರ ಸಲ್ಲಿಕೆಯಾಗಿದ್ದ ಕಾರಣ ಚುನಾವಣಾಧಿಕಾರಿ ಅವಿರೋಧ ಆಯ್ಕೆಯನ್ನು ಘೋಷಿಸಿದರು. ಈ ಸಂದರ್ಭದಲ್ಲಿ ನಿರ್ದೇಶಕರು, ಗ್ರಾಮದ ಮುಖಂಡರು, ಸದಸ್ಯರು ಹಾಗೂ ಸಿಬ್ಬಂದಿ ಉಪಸ್ಥಿತರಿದ್ದರು. ನೂತನ ಪದಾಧಿಕಾರಿಗಳನ್ನು ಸನ್ಮಾನಿಸಲಾಯಿತು.	[794, 203, 962, 346]
virakta-event-photo	[900, 1754, 1298, 1866]
rural-roads-text: ದಾವಣಗೆರೆ: ಗ್ರಾಮೀಣ ರಸ್ತೆಗಳ ಅಭಿವೃದ್ಧಿಗೆ ಹೆಚ್ಚಿನ ಆದ್ಯತೆ ನೀಡಲಾಗುವುದು, ಕ್ಷೇತ್ರದ ಗುಣಮಟ್ಟದ ಬಗ್ಗೆ ಸ್ಥಳೀಯರು ನಿಗಾ ವಹಿಸಬೇಕು ಎಂದು ಮಾಯಕೊಂಡ ಶಾಸಕ ಕೆ.ಎಸ್. ಬಸವಂತಪ್ಪ ಸಲಹೆ ನೀಡಿದರು. ತಾಲೂಕಿನ ಮಾಯಕೊಂಡ ವಿಧಾನಸಭಾ ಕ್ಷೇತ್ರ ವ್ಯಾಪ್ತಿಯ ಹಲವು ಗ್ರಾಮಗಳಲ್ಲಿ ಬುಧವಾರ ರಸ್ತೆ ಕಾಮಗಾರಿಗಳಿಗೆ ಭೂಮಿಪೂಜೆ ನೆರವೇರಿಸಿ ಮಾತನಾಡಿದರು. ಗ್ರಾಮೀಣ ಭಾಗದ ಜನರ ಅನುಕೂಲಕ್ಕಾಗಿ ಸಾರ್ವಜನಿಕ ಸಂಪರ್ಕ ರಸ್ತೆಗಳ ನಿರ್ಮಾಣ ಅಗತ್ಯ. ಗುತ್ತಿಗೆದಾರರು ಗುಣಮಟ್ಟದ ಕಾಮಗಾರಿ ನಡೆಸಬೇಕು. ಕಳಪೆ ಕಾಮಗಾರಿ ಕಂಡುಬಂದರೆ ಕ್ರಮ ಕೈಗೊಳ್ಳಲಾಗುವುದು ಎಂದು ಎಚ್ಚರಿಸಿದರು.	[40, 1755, 246, 1896]
bribe-headline: ಲಂಚ ಪಡೆಯುವಾಗ ಬಲೆಗೆ	[752, 1059, 960, 1087]
